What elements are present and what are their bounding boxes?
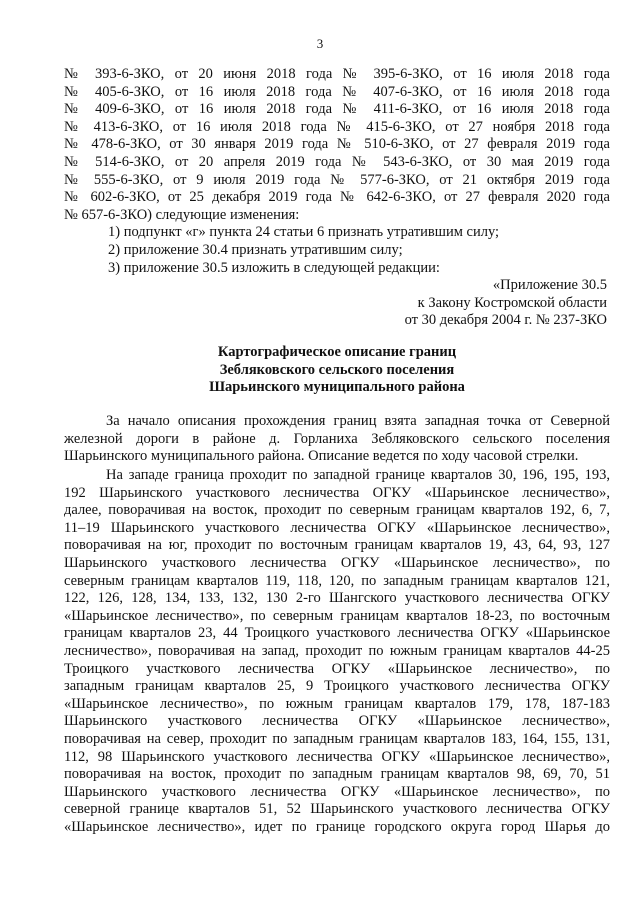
paragraph-line: За начало описания прохождения границ взята западная точка от Северной bbox=[106, 413, 610, 429]
paragraph-line: 112, 98 Шарьинского участкового лесничества ОГКУ «Шарьинское лесничество», bbox=[64, 748, 610, 765]
paragraph-line: Шарьинского участкового лесничества ОГКУ «Шарьинское лесничество», по bbox=[64, 554, 610, 571]
paragraph-line: Шарьинского муниципального района. Описание ведется по ходу часовой стрелки. bbox=[64, 448, 579, 465]
amendment-list bbox=[64, 66, 610, 277]
list-line: № 514-6-ЗКО, от 20 апреля 2019 года № 543-6-ЗКО, от 30 мая 2019 года bbox=[64, 153, 610, 170]
paragraph-line: «Шарьинское лесничество», идет по границе городского округа город Шарья до bbox=[64, 818, 610, 835]
section-title bbox=[64, 344, 610, 397]
title-line: Зебляковского сельского поселения bbox=[219, 361, 455, 378]
list-line: № 393-6-ЗКО, от 20 июня 2018 года № 395-6-ЗКО, от 16 июля 2018 года bbox=[64, 66, 610, 82]
paragraph-line: западным границам кварталов 25, 9 Троицкого участкового лесничества ОГКУ bbox=[64, 678, 610, 695]
appendix-reference bbox=[64, 277, 610, 330]
paragraph-line: железной дороги в районе д. Горланиха Зебляковского сельского поселения bbox=[64, 430, 610, 447]
list-line: № 409-6-ЗКО, от 16 июля 2018 года № 411-6-ЗКО, от 16 июля 2018 года bbox=[64, 101, 610, 118]
paragraph-boundary-description bbox=[64, 467, 610, 836]
list-line: № 413-6-ЗКО, от 16 июля 2018 года № 415-6-ЗКО, от 27 ноября 2018 года bbox=[64, 118, 610, 135]
paragraph-line: далее, поворачивая на восток, проходит по северным границам кварталов 192, 6, 7, bbox=[64, 502, 610, 519]
paragraph-line: Троицкого участкового лесничества ОГКУ «Шарьинское лесничество», по bbox=[64, 660, 610, 677]
paragraph-start-point bbox=[64, 413, 610, 466]
paragraph-line: лесничество», поворачивая на запад, проходит по южным границам кварталов 44-25 bbox=[64, 642, 610, 659]
paragraph-line: «Шарьинское лесничество», по северным границам кварталов 18-23, по восточным bbox=[64, 607, 610, 624]
title-line: Картографическое описание границ bbox=[217, 344, 457, 360]
change-item-3: 3) приложение 30.5 изложить в следующей редакции: bbox=[108, 259, 440, 276]
title-line: Шарьинского муниципального района bbox=[209, 379, 465, 396]
paragraph-line: поворачивая на восток, проходит по западным границам кварталов 98, 69, 70, 51 bbox=[64, 766, 610, 783]
list-line: № 657-6-ЗКО) следующие изменения: bbox=[64, 206, 300, 223]
paragraph-line: Шарьинского участкового лесничества ОГКУ «Шарьинское лесничество», по bbox=[64, 783, 610, 800]
list-line: № 478-6-ЗКО, от 30 января 2019 года № 510-6-ЗКО, от 27 февраля 2019 года bbox=[64, 136, 610, 153]
change-item-1: 1) подпункт «г» пункта 24 статьи 6 признать утратившим силу; bbox=[108, 224, 500, 241]
list-line: № 602-6-ЗКО, от 25 декабря 2019 года № 642-6-ЗКО, от 27 февраля 2020 года bbox=[64, 189, 610, 206]
paragraph-line: северным границам кварталов 119, 118, 120, по западным границам кварталов 121, bbox=[64, 572, 610, 589]
paragraph-line: Шарьинского участкового лесничества ОГКУ «Шарьинское лесничество», bbox=[64, 713, 610, 730]
appendix-line: от 30 декабря 2004 г. № 237-ЗКО bbox=[404, 312, 607, 329]
page-number: 3 bbox=[316, 36, 324, 51]
appendix-line: к Закону Костромской области bbox=[417, 294, 607, 311]
paragraph-line: На западе граница проходит по западной границе кварталов 30, 196, 195, 193, bbox=[106, 467, 610, 483]
paragraph-line: 11–19 Шарьинского участкового лесничества ОГКУ «Шарьинское лесничество», bbox=[64, 519, 610, 536]
paragraph-line: 192 Шарьинского участкового лесничества ОГКУ «Шарьинское лесничество», bbox=[64, 484, 610, 501]
appendix-line: «Приложение 30.5 bbox=[492, 277, 607, 293]
paragraph-line: поворачивая на юг, проходит по восточным границам кварталов 19, 43, 64, 93, 127 bbox=[64, 537, 610, 554]
list-line: № 405-6-ЗКО, от 16 июля 2018 года № 407-6-ЗКО, от 16 июля 2018 года bbox=[64, 83, 610, 100]
paragraph-line: границам кварталов 23, 44 Троицкого участкового лесничества ОГКУ «Шарьинское bbox=[64, 625, 610, 642]
paragraph-line: «Шарьинское лесничество», по южным границам кварталов 179, 178, 187-183 bbox=[64, 695, 610, 712]
list-line: № 555-6-ЗКО, от 9 июля 2019 года № 577-6-ЗКО, от 21 октября 2019 года bbox=[64, 171, 610, 188]
paragraph-line: поворачивая на север, проходит по западным границам кварталов 183, 164, 155, 131, bbox=[64, 730, 610, 747]
paragraph-line: 122, 126, 128, 134, 133, 132, 130 2-го Шангского участкового лесничества ОГКУ bbox=[64, 590, 610, 607]
paragraph-line: северной границе кварталов 51, 52 Шарьинского участкового лесничества ОГКУ bbox=[64, 801, 610, 818]
change-item-2: 2) приложение 30.4 признать утратившим силу; bbox=[108, 241, 403, 258]
